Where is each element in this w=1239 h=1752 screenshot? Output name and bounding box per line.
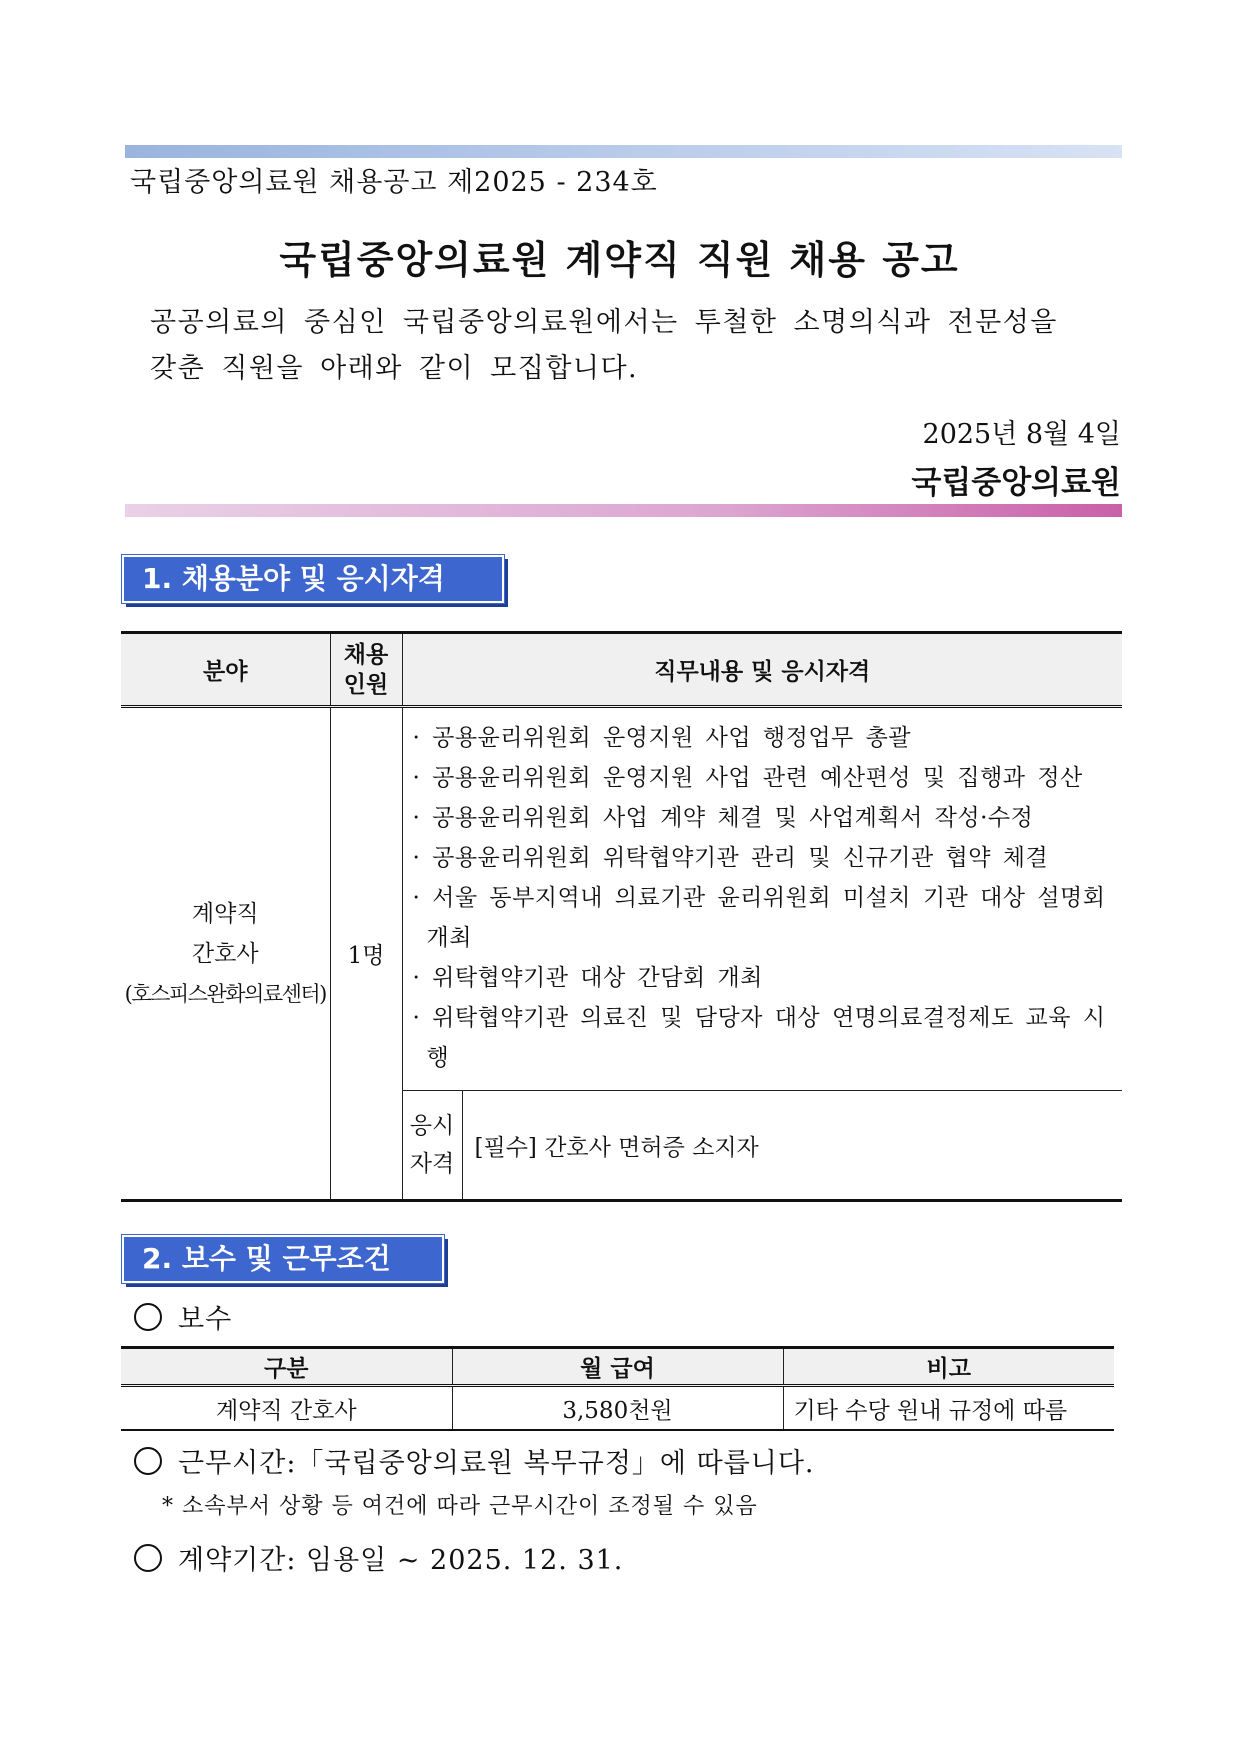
duty-item: · 위탁협약기관 의료진 및 담당자 대상 연명의료결정제도 교육 시행 <box>412 1005 1106 1071</box>
intro-line-1: 공공의료의 중심인 국립중앙의료원에서는 투철한 소명의식과 전문성을 <box>150 307 1058 338</box>
duty-item: · 공용윤리위원회 위탁협약기관 관리 및 신규기관 협약 체결 <box>412 845 1049 871</box>
col-headcount-header <box>330 633 402 707</box>
qualification-label-line1: 응시 <box>409 1113 455 1139</box>
pay-remarks: 기타 수당 원내 규정에 따름 <box>783 1386 1114 1431</box>
col-field-header: 분야 <box>121 633 330 707</box>
header-bottom-bar <box>125 504 1122 517</box>
recruitment-table <box>121 631 1122 1202</box>
duty-item: · 공용윤리위원회 운영지원 사업 행정업무 총괄 <box>412 725 912 751</box>
section1-heading: 1. 채용분야 및 응시자격 <box>122 555 504 603</box>
qualification-label <box>402 1091 462 1201</box>
qualification-value: [필수] 간호사 면허증 소지자 <box>462 1091 1122 1201</box>
intro-paragraph <box>150 300 1110 392</box>
col-headcount-line1: 채용 <box>343 641 389 668</box>
headcount-cell: 1명 <box>330 707 402 1201</box>
pay-category: 계약직 간호사 <box>121 1386 452 1431</box>
field-line-1: 계약직 <box>191 900 259 927</box>
organization-name: 국립중앙의료원 <box>911 465 1121 501</box>
contract-period <box>134 1538 623 1577</box>
notice-date: 2025년 8월 4일 <box>922 419 1121 450</box>
work-hours-note: * 소속부서 상황 등 여건에 따라 근무시간이 조정될 수 있음 <box>162 1494 758 1519</box>
pay-table <box>121 1346 1114 1431</box>
field-line-3: (호스피스완화의료센터) <box>124 981 326 1006</box>
pay-col-monthly: 월 급여 <box>452 1348 783 1386</box>
header-top-bar <box>125 145 1122 158</box>
work-hours <box>134 1441 814 1480</box>
pay-label <box>134 1297 232 1336</box>
pay-col-category: 구분 <box>121 1348 452 1386</box>
qualification-label-line2: 자격 <box>409 1151 455 1177</box>
circle-bullet-icon <box>134 1544 162 1572</box>
work-hours-text: 근무시간:「국립중앙의료원 복무규정」에 따릅니다. <box>178 1448 815 1479</box>
recruitment-table-header <box>121 633 1122 707</box>
duty-item: · 공용윤리위원회 사업 계약 체결 및 사업계획서 작성·수정 <box>412 805 1034 831</box>
field-cell <box>121 707 330 1201</box>
pay-monthly-amount: 3,580천원 <box>452 1386 783 1431</box>
page-title: 국립중앙의료원 계약직 직원 채용 공고 <box>279 238 960 282</box>
col-duties-header: 직무내용 및 응시자격 <box>402 633 1122 707</box>
circle-bullet-icon <box>134 1303 162 1331</box>
section2-heading: 2. 보수 및 근무조건 <box>122 1235 444 1283</box>
pay-label-text: 보수 <box>178 1304 233 1335</box>
pay-table-header <box>121 1348 1114 1386</box>
pay-col-remarks: 비고 <box>783 1348 1114 1386</box>
pay-table-row <box>121 1386 1114 1431</box>
col-headcount-line2: 인원 <box>343 671 389 698</box>
duties-cell <box>402 707 1122 1091</box>
contract-period-text: 계약기간: 임용일 ~ 2025. 12. 31. <box>178 1545 624 1576</box>
duty-item: · 공용윤리위원회 운영지원 사업 관련 예산편성 및 집행과 정산 <box>412 765 1083 791</box>
intro-line-2: 갖춘 직원을 아래와 같이 모집합니다. <box>150 353 639 384</box>
circle-bullet-icon <box>134 1447 162 1475</box>
notice-number: 국립중앙의료원 채용공고 제2025 - 234호 <box>130 167 658 198</box>
duty-item: · 서울 동부지역내 의료기관 윤리위원회 미설치 기관 대상 설명회 개최 <box>412 885 1106 951</box>
recruitment-row <box>121 707 1122 1091</box>
field-line-2: 간호사 <box>191 940 259 967</box>
duty-item: · 위탁협약기관 대상 간담회 개최 <box>412 965 763 991</box>
